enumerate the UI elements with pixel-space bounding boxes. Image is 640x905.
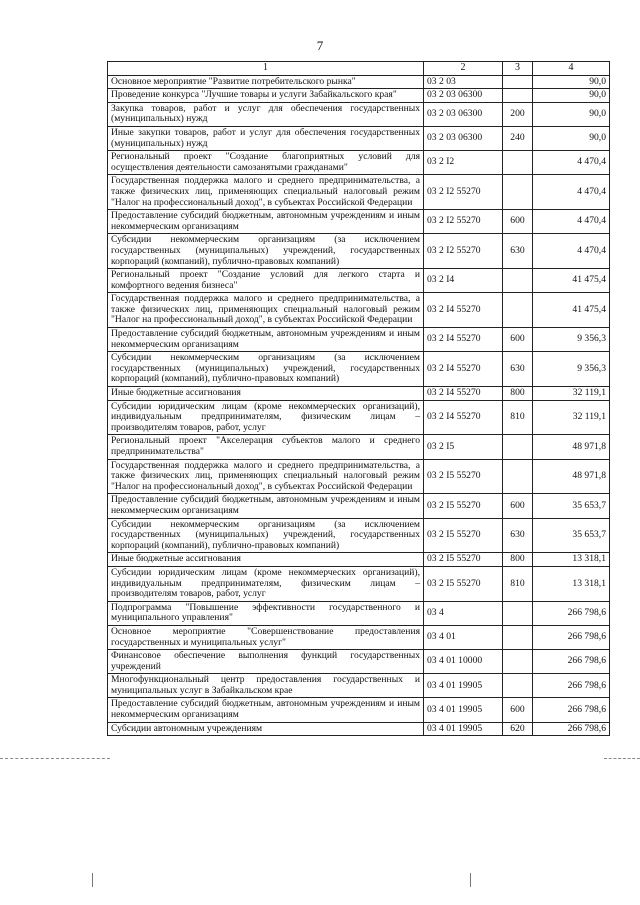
row-type-cell [503,89,533,103]
table-row [108,650,610,674]
table-row [108,293,610,328]
row-type-cell [503,293,533,328]
row-name-cell: Государственная поддержка малого и среднего предпринимательства, а также физических лиц, применяющих специальный налоговый режим "Налог на профессиональный доход", в субъектах Российской Федерации [108,459,424,494]
row-name-cell: Региональный проект "Создание благоприятных условий для осуществления деятельности самозанятыми гражданами" [108,151,424,175]
table-header-row [108,62,610,76]
row-code-cell: 03 4 01 19905 [424,674,503,698]
row-type-cell: 600 [503,210,533,234]
row-sum-cell: 9 356,3 [533,352,610,387]
table-row [108,151,610,175]
scan-artifact-mark [470,873,471,887]
row-type-cell: 810 [503,566,533,601]
row-sum-cell: 41 475,4 [533,269,610,293]
table-row [108,494,610,518]
row-sum-cell: 32 119,1 [533,400,610,435]
row-name-cell: Иные бюджетные ассигнования [108,387,424,401]
row-name-cell: Иные закупки товаров, работ и услуг для обеспечения государственных (муниципальных) нужд [108,126,424,150]
row-sum-cell: 90,0 [533,126,610,150]
table-row [108,387,610,401]
page-number: 7 [316,38,324,53]
row-name-cell: Закупка товаров, работ и услуг для обеспечения государственных (муниципальных) нужд [108,102,424,126]
row-sum-cell: 4 470,4 [533,210,610,234]
row-name-cell: Предоставление субсидий бюджетным, автономным учреждениям и иным некоммерческим организациям [108,210,424,234]
table-row [108,553,610,567]
row-sum-cell: 9 356,3 [533,328,610,352]
budget-table [107,61,610,736]
row-code-cell: 03 2 I5 55270 [424,566,503,601]
row-name-cell: Субсидии юридическим лицам (кроме некоммерческих организаций), индивидуальным предпринимателям, физическим лицам – производителям товаров, работ, услуг [108,400,424,435]
row-type-cell: 630 [503,518,533,553]
row-code-cell: 03 4 [424,601,503,625]
row-type-cell [503,459,533,494]
row-sum-cell: 35 653,7 [533,494,610,518]
row-sum-cell: 266 798,6 [533,722,610,736]
row-sum-cell: 4 470,4 [533,234,610,269]
column-header: 1 [108,62,424,76]
table-row [108,400,610,435]
row-sum-cell: 48 971,8 [533,435,610,459]
row-name-cell: Субсидии некоммерческим организациям (за исключением государственных (муниципальных) учреждений, государственных корпораций (компаний), публично-правовых компаний) [108,518,424,553]
row-code-cell: 03 2 I5 55270 [424,553,503,567]
table-row [108,352,610,387]
row-type-cell [503,75,533,89]
table-row [108,459,610,494]
row-type-cell: 600 [503,328,533,352]
row-name-cell: Предоставление субсидий бюджетным, автономным учреждениям и иным некоммерческим организациям [108,328,424,352]
table-row [108,210,610,234]
row-sum-cell: 35 653,7 [533,518,610,553]
row-sum-cell: 13 318,1 [533,553,610,567]
row-type-cell [503,435,533,459]
row-code-cell: 03 4 01 19905 [424,722,503,736]
row-sum-cell: 32 119,1 [533,387,610,401]
row-name-cell: Основное мероприятие "Развитие потребительского рынка" [108,75,424,89]
table-row [108,674,610,698]
row-code-cell: 03 2 I2 55270 [424,234,503,269]
row-type-cell: 620 [503,722,533,736]
row-sum-cell: 48 971,8 [533,459,610,494]
row-name-cell: Финансовое обеспечение выполнения функций государственных учреждений [108,650,424,674]
table-row [108,75,610,89]
row-sum-cell: 266 798,6 [533,601,610,625]
table-row [108,126,610,150]
row-name-cell: Иные бюджетные ассигнования [108,553,424,567]
row-code-cell: 03 2 I4 55270 [424,293,503,328]
row-type-cell: 600 [503,494,533,518]
row-code-cell: 03 4 01 10000 [424,650,503,674]
row-sum-cell: 266 798,6 [533,698,610,722]
row-sum-cell: 4 470,4 [533,151,610,175]
row-sum-cell: 90,0 [533,102,610,126]
row-code-cell: 03 2 I5 55270 [424,518,503,553]
table-row [108,698,610,722]
column-header: 3 [503,62,533,76]
row-type-cell [503,151,533,175]
table-row [108,435,610,459]
row-code-cell: 03 2 I2 55270 [424,175,503,210]
row-type-cell: 800 [503,553,533,567]
row-code-cell: 03 2 I2 [424,151,503,175]
table-row [108,566,610,601]
row-type-cell: 240 [503,126,533,150]
row-sum-cell: 4 470,4 [533,175,610,210]
row-type-cell [503,601,533,625]
row-code-cell: 03 2 03 06300 [424,89,503,103]
row-sum-cell: 41 475,4 [533,293,610,328]
row-name-cell: Субсидии некоммерческим организациям (за исключением государственных (муниципальных) учреждений, государственных корпораций (компаний), публично-правовых компаний) [108,352,424,387]
table-row [108,722,610,736]
table-row [108,328,610,352]
table-row [108,175,610,210]
row-name-cell: Субсидии некоммерческим организациям (за исключением государственных (муниципальных) учреждений, государственных корпораций (компаний), публично-правовых компаний) [108,234,424,269]
table-row [108,89,610,103]
table-row [108,102,610,126]
row-code-cell: 03 2 I4 55270 [424,352,503,387]
row-code-cell: 03 2 I4 55270 [424,400,503,435]
row-sum-cell: 266 798,6 [533,625,610,649]
row-code-cell: 03 2 I4 55270 [424,328,503,352]
scan-artifact-line [604,758,640,759]
row-name-cell: Проведение конкурса "Лучшие товары и услуги Забайкальского края" [108,89,424,103]
row-type-cell [503,625,533,649]
row-sum-cell: 266 798,6 [533,650,610,674]
row-code-cell: 03 2 03 [424,75,503,89]
row-code-cell: 03 2 I4 [424,269,503,293]
row-code-cell: 03 2 I5 55270 [424,459,503,494]
table-row [108,234,610,269]
row-code-cell: 03 4 01 19905 [424,698,503,722]
column-header: 4 [533,62,610,76]
table-row [108,601,610,625]
table-row [108,269,610,293]
row-name-cell: Субсидии автономным учреждениям [108,722,424,736]
row-name-cell: Государственная поддержка малого и среднего предпринимательства, а также физических лиц, применяющих специальный налоговый режим "Налог на профессиональный доход", в субъектах Российской Федерации [108,175,424,210]
row-type-cell: 630 [503,234,533,269]
table-row [108,625,610,649]
row-sum-cell: 13 318,1 [533,566,610,601]
row-name-cell: Региональный проект "Создание условий для легкого старта и комфортного ведения бизнеса" [108,269,424,293]
row-type-cell: 600 [503,698,533,722]
row-name-cell: Государственная поддержка малого и среднего предпринимательства, а также физических лиц, применяющих специальный налоговый режим "Налог на профессиональный доход", в субъектах Российской Федерации [108,293,424,328]
row-type-cell [503,650,533,674]
row-code-cell: 03 4 01 [424,625,503,649]
row-sum-cell: 90,0 [533,89,610,103]
row-sum-cell: 266 798,6 [533,674,610,698]
row-type-cell [503,175,533,210]
table-row [108,518,610,553]
row-name-cell: Предоставление субсидий бюджетным, автономным учреждениям и иным некоммерческим организациям [108,698,424,722]
row-name-cell: Подпрограмма "Повышение эффективности государственного и муниципального управления" [108,601,424,625]
row-name-cell: Многофункциональный центр предоставления государственных и муниципальных услуг в Забайкальском крае [108,674,424,698]
scan-artifact-mark [92,873,93,887]
row-code-cell: 03 2 03 06300 [424,126,503,150]
row-name-cell: Предоставление субсидий бюджетным, автономным учреждениям и иным некоммерческим организациям [108,494,424,518]
row-type-cell [503,674,533,698]
row-name-cell: Региональный проект "Акселерация субъектов малого и среднего предпринимательства" [108,435,424,459]
row-type-cell: 630 [503,352,533,387]
row-code-cell: 03 2 03 06300 [424,102,503,126]
column-header: 2 [424,62,503,76]
row-type-cell: 200 [503,102,533,126]
row-code-cell: 03 2 I2 55270 [424,210,503,234]
row-name-cell: Субсидии юридическим лицам (кроме некоммерческих организаций), индивидуальным предпринимателям, физическим лицам – производителям товаров, работ, услуг [108,566,424,601]
row-code-cell: 03 2 I5 [424,435,503,459]
row-type-cell: 810 [503,400,533,435]
row-code-cell: 03 2 I4 55270 [424,387,503,401]
scan-artifact-line [0,758,110,759]
row-type-cell: 800 [503,387,533,401]
row-type-cell [503,269,533,293]
row-code-cell: 03 2 I5 55270 [424,494,503,518]
row-sum-cell: 90,0 [533,75,610,89]
row-name-cell: Основное мероприятие "Совершенствование предоставления государственных и муниципальных услуг" [108,625,424,649]
